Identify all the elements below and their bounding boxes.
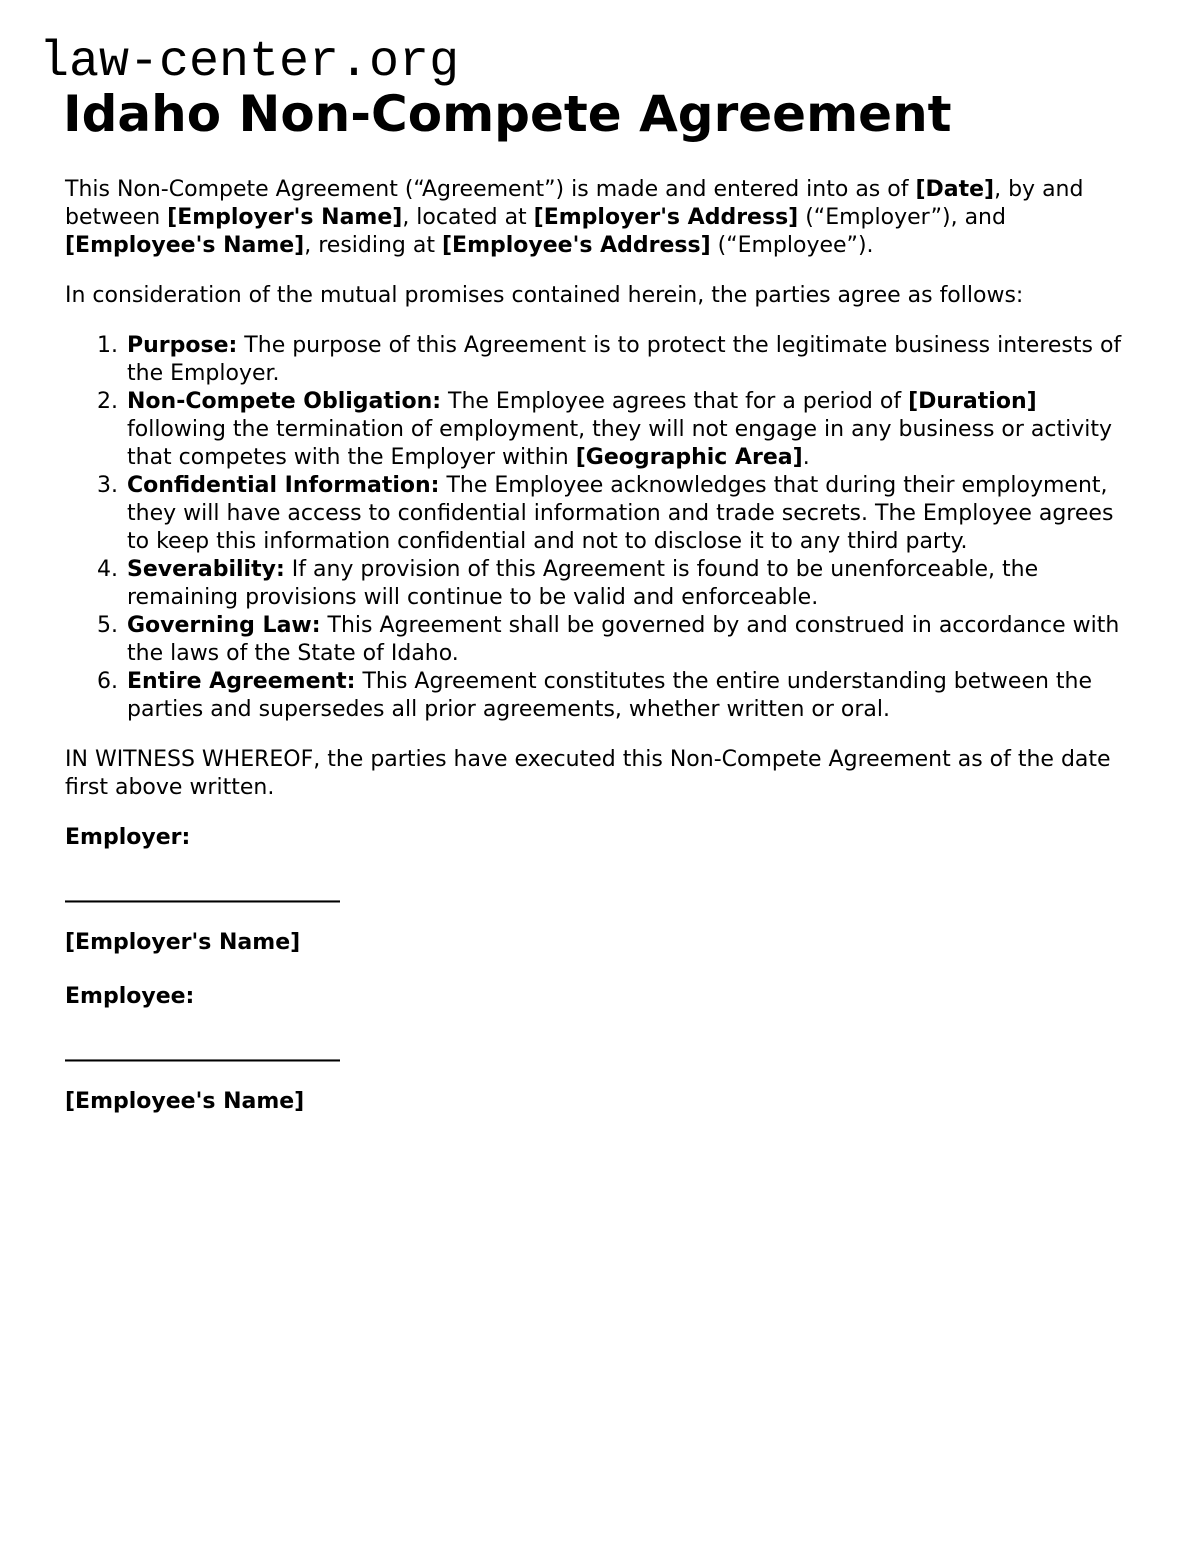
clauses-list [65,332,1128,724]
placeholder-field: [Employee's Name] [65,233,305,258]
site-logo: law-center.org [39,34,460,91]
intro-paragraph [65,176,1128,260]
placeholder-field: [Date] [915,177,995,202]
placeholder-field: [Employer's Name] [167,205,403,230]
placeholder-field: Confidential Information: [127,473,440,498]
placeholder-field: Purpose: [127,333,238,358]
placeholder-field: [Geographic Area] [575,445,803,470]
text-run: following the termination of employment, they will not engage in any business or activity that competes with the Employer within [127,417,1112,470]
placeholder-field: Entire Agreement: [127,669,356,694]
text-run: , by and between [65,177,1084,230]
text-run: , located at [402,205,534,230]
signature-block [65,824,1131,1116]
employer-name-placeholder: [Employer's Name] [65,930,301,955]
employee-label: Employee: [65,984,195,1009]
placeholder-field: [Duration] [908,389,1037,414]
placeholder-field: Non-Compete Obligation: [127,389,442,414]
document-title: Idaho Non-Compete Agreement [63,85,952,143]
text-run: (“Employee”). [710,233,874,258]
placeholder-field: [Employer's Address] [533,205,799,230]
text-run: The purpose of this Agreement is to protect the legitimate business interests of the Employer. [127,333,1122,386]
clause-purpose [125,332,1128,388]
text-run: The Employee agrees that for a period of [441,389,909,414]
employee-signature-line: _________________________ [65,1037,340,1062]
employee-name-placeholder: [Employee's Name] [65,1089,305,1114]
clause-governing-law [125,612,1128,668]
clause-severability [125,556,1128,612]
consideration-paragraph: In consideration of the mutual promises contained herein, the parties agree as follows: [65,283,1024,308]
witness-paragraph: IN WITNESS WHEREOF, the parties have executed this Non-Compete Agreement as of the date first above written. [65,747,1111,800]
text-run: . [802,445,810,470]
text-run: This Agreement constitutes the entire understanding between the parties and supersedes all prior agreements, whether written or oral. [127,669,1093,722]
text-run: This Non-Compete Agreement (“Agreement”) is made and entered into as of [65,177,916,202]
clause-confidential-information [125,472,1128,556]
employer-label: Employer: [65,825,191,850]
text-run: This Agreement shall be governed by and construed in accordance with the laws of the State of Idaho. [127,613,1120,666]
clause-non-compete-obligation [125,388,1128,472]
clause-entire-agreement [125,668,1128,724]
text-run: , residing at [304,233,442,258]
text-run: The Employee acknowledges that during their employment, they will have access to confidential information and trade secrets. The Employee agrees to keep this information confidential and not to disclose it to any third party. [127,473,1114,554]
placeholder-field: Governing Law: [127,613,321,638]
employer-signature-line: _________________________ [65,878,340,903]
placeholder-field: [Employee's Address] [442,233,711,258]
placeholder-field: Severability: [127,557,285,582]
text-run: (“Employer”), and [798,205,1006,230]
text-run: If any provision of this Agreement is found to be unenforceable, the remaining provisions will continue to be valid and enforceable. [127,557,1039,610]
